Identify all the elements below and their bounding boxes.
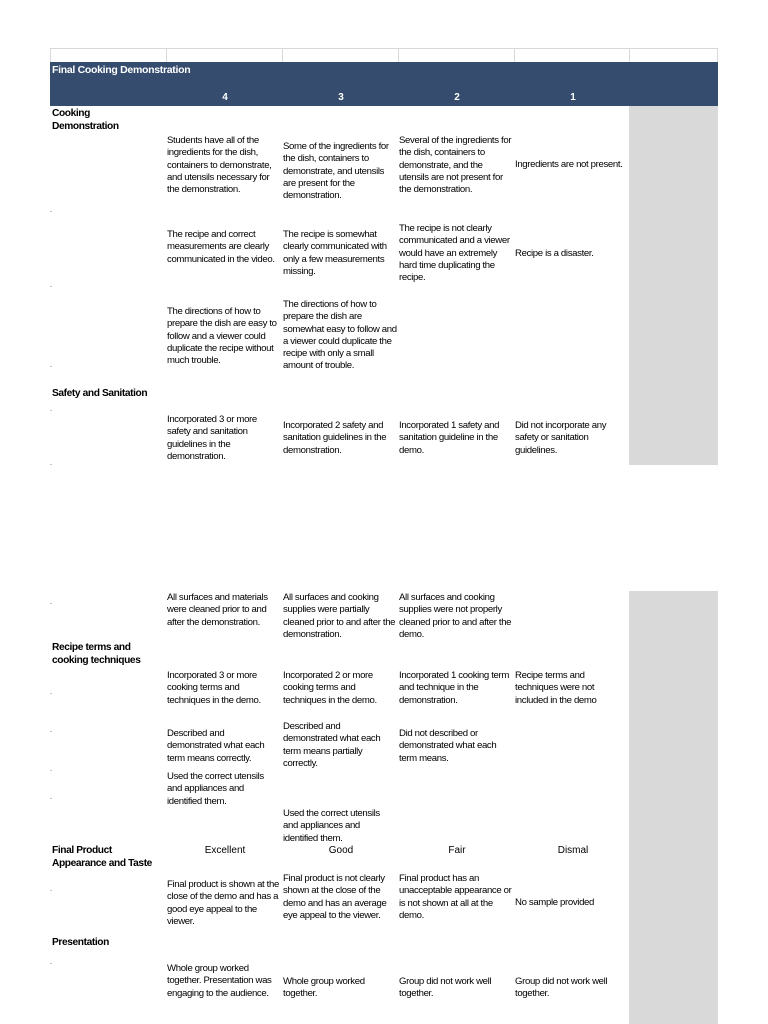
score-header-2: 2: [454, 92, 460, 103]
cell-recipe-4: The recipe and correct measurements are clearly communicated in the video.: [167, 229, 275, 265]
cell-safety-4: Incorporated 3 or more safety and sanitation guidelines in the demonstration.: [167, 414, 257, 462]
category-safety-sanitation: Safety and Sanitation: [52, 388, 148, 399]
cell-directions-4: The directions of how to prepare the dish are easy to follow and a viewer could duplicate the recipe without much trouble.: [167, 306, 277, 367]
category-cooking-demonstration: Cooking Demonstration: [52, 108, 119, 132]
category-recipe-terms: Recipe terms and cooking techniques: [52, 642, 141, 666]
category-presentation: Presentation: [52, 937, 109, 948]
rating-excellent: Excellent: [204, 845, 246, 856]
rating-dismal: Dismal: [557, 845, 589, 856]
gray-column-upper: [629, 106, 718, 465]
cell-described-4: Described and demonstrated what each term means correctly.: [167, 728, 265, 764]
cell-surfaces-2: All surfaces and cooking supplies were not properly cleaned prior to and after the demo.: [399, 592, 512, 640]
cell-ingredients-4: Students have all of the ingredients for the dish, containers to demonstrate, and utensils necessary for the demonstration.: [167, 135, 272, 196]
rating-fair: Fair: [448, 845, 466, 856]
cell-final-product-3: Final product is not clearly shown at the close of the demo and has an average eye appeal to the viewer.: [283, 873, 387, 921]
cell-safety-3: Incorporated 2 safety and sanitation guidelines in the demonstration.: [283, 420, 387, 456]
cell-surfaces-3: All surfaces and cooking supplies were partially cleaned prior to and after the demonstration.: [283, 592, 396, 640]
cell-final-product-2: Final product has an unacceptable appearance or is not shown at all at the demo.: [399, 873, 512, 921]
cell-surfaces-4: All surfaces and materials were cleaned prior to and after the demonstration.: [167, 592, 268, 628]
cell-safety-1: Did not incorporate any safety or sanitation guidelines.: [515, 420, 607, 456]
cell-recipe-1: Recipe is a disaster.: [515, 248, 594, 259]
cell-ingredients-1: Ingredients are not present.: [515, 159, 623, 170]
cell-final-product-1: No sample provided: [515, 897, 595, 908]
cell-utensils-3: Used the correct utensils and appliances and identified them.: [283, 808, 380, 844]
score-header-3: 3: [338, 92, 344, 103]
cell-cooking-terms-4: Incorporated 3 or more cooking terms and techniques in the demo.: [167, 670, 261, 706]
cell-cooking-terms-3: Incorporated 2 or more cooking terms and techniques in the demo.: [283, 670, 377, 706]
cell-described-3: Described and demonstrated what each term means partially correctly.: [283, 721, 381, 769]
cell-ingredients-3: Some of the ingredients for the dish, containers to demonstrate, and utensils are present for the demonstration.: [283, 141, 389, 202]
rating-good: Good: [328, 845, 354, 856]
cell-recipe-2: The recipe is not clearly communicated and a viewer would have an extremely hard time duplicating the recipe.: [399, 223, 510, 284]
cell-utensils-4: Used the correct utensils and appliances and identified them.: [167, 771, 264, 807]
gray-column-lower: [629, 591, 718, 1024]
cell-cooking-terms-2: Incorporated 1 cooking term and technique in the demonstration.: [399, 670, 510, 706]
cell-group-1: Group did not work well together.: [515, 976, 608, 1000]
cell-recipe-3: The recipe is somewhat clearly communicated with only a few measurements missing.: [283, 229, 387, 277]
cell-group-4: Whole group worked together. Presentation was engaging to the audience.: [167, 963, 272, 999]
cell-safety-2: Incorporated 1 safety and sanitation guideline in the demo.: [399, 420, 500, 456]
cell-directions-3: The directions of how to prepare the dish are somewhat easy to follow and a viewer could duplicate the recipe with only a small amount of trouble.: [283, 299, 397, 372]
score-header-1: 1: [570, 92, 576, 103]
category-final-product: Final Product Appearance and Taste: [52, 845, 152, 869]
cell-group-3: Whole group worked together.: [283, 976, 365, 1000]
sheet-title: Final Cooking Demonstration: [52, 64, 191, 76]
cell-final-product-4: Final product is shown at the close of the demo and has a good eye appeal to the viewer.: [167, 879, 279, 927]
score-header-4: 4: [222, 92, 228, 103]
cell-described-2: Did not described or demonstrated what each term means.: [399, 728, 497, 764]
cell-group-2: Group did not work well together.: [399, 976, 492, 1000]
cell-ingredients-2: Several of the ingredients for the dish, containers to demonstrate, and the utensils are not present for the demonstration.: [399, 135, 512, 196]
cell-cooking-terms-1: Recipe terms and techniques were not included in the demo: [515, 670, 597, 706]
